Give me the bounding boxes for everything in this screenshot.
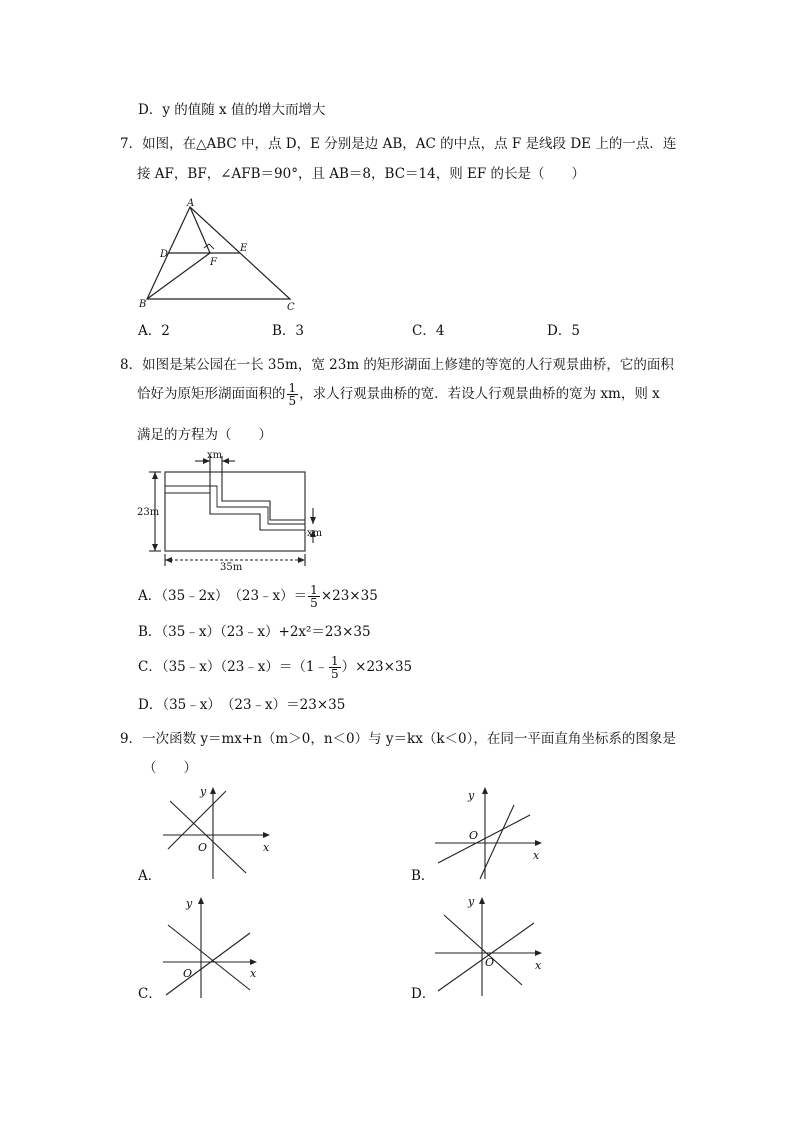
q7-option-a: A．2 bbox=[138, 323, 170, 339]
svg-text:y: y bbox=[468, 895, 475, 908]
q7-stem-line2: 接 AF，BF，∠AFB＝90°，且 AB＝8，BC＝14，则 EF 的长是（ ） bbox=[137, 166, 586, 182]
q8-option-a: A．（35﹣2x） （23﹣x）＝ $\frac{1}{5}$ ×23×35 bbox=[138, 583, 378, 610]
label-b: B bbox=[139, 299, 147, 310]
q9-option-d: D． bbox=[411, 986, 436, 1002]
q9-option-b: B． bbox=[411, 868, 435, 884]
svg-text:x: x bbox=[535, 959, 542, 972]
q9-stem-line1: 9．一次函数 y＝mx+n（m＞0，n＜0）与 y＝kx（k＜0），在同一平面直角坐标系的图象是 bbox=[120, 731, 676, 747]
q9-graph-b bbox=[430, 783, 550, 883]
label-d: D bbox=[160, 249, 169, 260]
q7-stem-line1: 7．如图，在△ABC 中，点 D，E 分别是边 AB，AC 的中点，点 F 是线段 DE 上的一点．连 bbox=[120, 136, 677, 152]
label-c: C bbox=[287, 302, 295, 313]
q8-option-d: D．（35﹣x） （23﹣x）＝23×35 bbox=[138, 697, 346, 713]
svg-text:O: O bbox=[183, 967, 193, 980]
q7-option-c: C．4 bbox=[412, 323, 445, 339]
q8-bridge-figure bbox=[135, 448, 350, 573]
label-35m: 35m bbox=[220, 562, 243, 573]
svg-text:y: y bbox=[186, 897, 193, 910]
q6-option-d: D．y 的值随 x 值的增大而增大 bbox=[138, 102, 326, 118]
q8-stem-line2: 恰好为原矩形湖面面积的 $\frac{1}{5}$ ，求人行观景曲桥的宽．若设人行观景曲桥的宽为 xm，则 x bbox=[137, 381, 660, 408]
label-xm-top: xm bbox=[207, 450, 223, 461]
fraction-one-fifth-c: $\frac{1}{5}$ bbox=[331, 654, 339, 681]
q8-option-c: C．（35﹣x）（23﹣x）＝（1﹣ $\frac{1}{5}$ ）×23×35 bbox=[138, 654, 413, 681]
svg-text:x: x bbox=[533, 849, 540, 862]
q8-option-b: B．（35﹣x）（23﹣x）+2x²＝23×35 bbox=[138, 624, 371, 640]
svg-text:x: x bbox=[263, 841, 270, 854]
label-f: F bbox=[210, 257, 217, 268]
q9-graph-c bbox=[158, 895, 278, 1000]
fraction-one-fifth: $\frac{1}{5}$ bbox=[288, 381, 297, 408]
svg-text:x: x bbox=[250, 967, 257, 980]
q9-graph-a bbox=[158, 783, 278, 883]
q8-stem-line1: 8．如图是某公园在一长 35m，宽 23m 的矩形湖面上修建的等宽的人行观景曲桥，它的面积 bbox=[120, 357, 674, 373]
q9-option-c: C． bbox=[138, 986, 162, 1002]
label-a: A bbox=[187, 198, 195, 209]
label-23m: 23m bbox=[137, 507, 160, 518]
svg-text:O: O bbox=[198, 841, 208, 854]
svg-text:O: O bbox=[469, 829, 479, 842]
q9-option-a: A． bbox=[138, 868, 162, 884]
q9-graph-d bbox=[430, 893, 550, 998]
svg-text:y: y bbox=[468, 789, 475, 802]
q8-stem-line3: 满足的方程为（ ） bbox=[137, 427, 272, 443]
label-e: E bbox=[240, 243, 248, 254]
q7-option-b: B．3 bbox=[272, 323, 305, 339]
svg-text:O: O bbox=[485, 956, 495, 969]
label-xm-side: xm bbox=[307, 528, 323, 539]
svg-text:y: y bbox=[200, 785, 207, 798]
q7-triangle-figure bbox=[130, 195, 320, 315]
q9-stem-line2: （ ） bbox=[143, 760, 197, 776]
q7-option-d: D．5 bbox=[547, 323, 580, 339]
fraction-one-fifth-a: $\frac{1}{5}$ bbox=[310, 583, 318, 610]
